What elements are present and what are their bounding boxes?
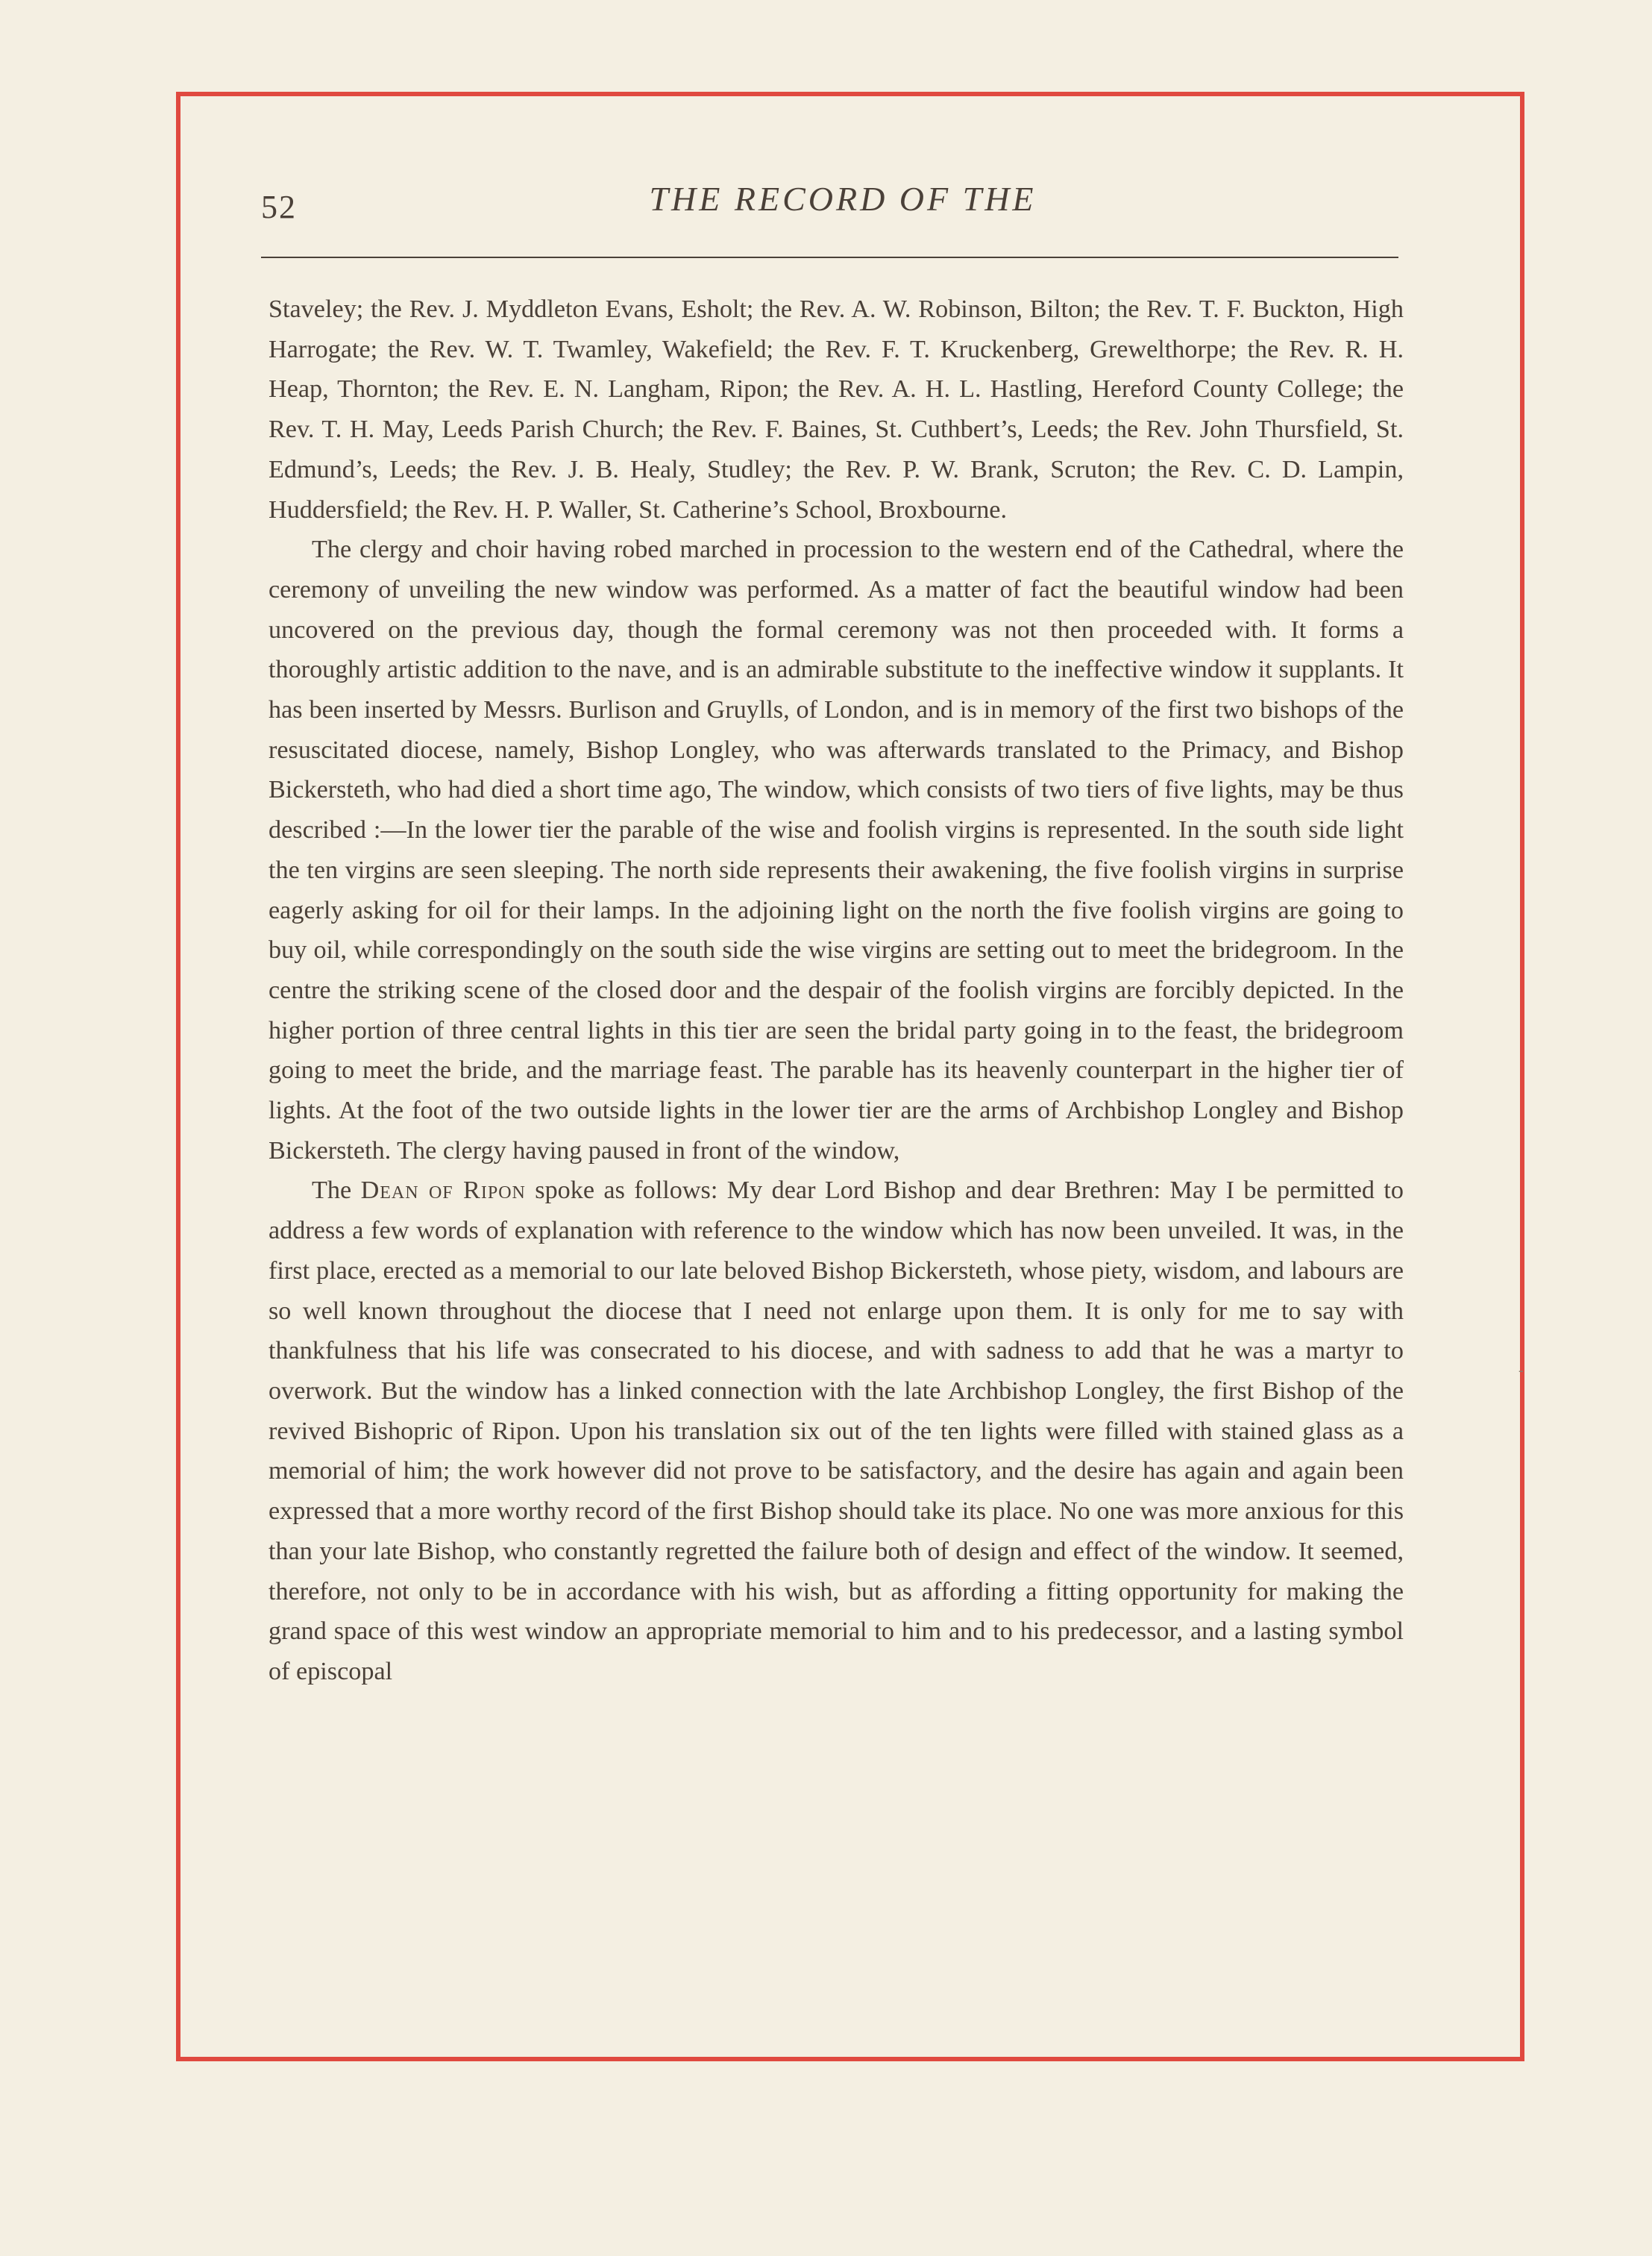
- running-title: THE RECORD OF THE: [649, 180, 1037, 218]
- body-text: [268, 289, 1404, 1692]
- paragraph-dean-speech: [268, 1171, 1404, 1691]
- margin-mark: -: [1518, 1362, 1524, 1379]
- speaker-name: Dean of Ripon: [360, 1176, 526, 1205]
- speech-text: spoke as follows: My dear Lord Bishop and dear Brethren: May I be permitted to address a few words of explanation with reference to the window which has now been unveiled. It was, in the first place, erected as a memorial to our late beloved Bishop Bickersteth, whose piety, wisdom, and labours are so well known throughout the diocese that I need not enlarge upon them. It is only for me to say with thankfulness that his life was consecrated to his diocese, and with sadness to add that he was a martyr to overwork. But the window has a linked connection with the late Archbishop Longley, the first Bishop of the revived Bishopric of Ripon. Upon his translation six out of the ten lights were filled with stained glass as a memorial of him; the work however did not prove to be satisfactory, and the desire has again and again been expressed that a more worthy record of the first Bishop should take its place. No one was more anxious for this than your late Bishop, who constantly regretted the failure both of design and effect of the window. It seemed, therefore, not only to be in accordance with his wish, but as affording a fitting opportunity for making the grand space of this west window an appropriate memorial to him and to his predecessor, and a lasting symbol of episcopal: [268, 1176, 1404, 1685]
- page-number: 52: [261, 189, 297, 225]
- header-rule: [261, 257, 1398, 258]
- paragraph-clergy-list: Staveley; the Rev. J. Myddleton Evans, Esholt; the Rev. A. W. Robinson, Bilton; the Rev. T. F. Buckton, High Harrogate; the Rev. W. T. Twamley, Wakefield; the Rev. F. T. Kruckenberg, Grewelthorpe; the Rev. R. H. Heap, Thornton; the Rev. E. N. Langham, Ripon; the Rev. A. H. L. Hastling, Hereford County College; the Rev. T. H. May, Leeds Parish Church; the Rev. F. Baines, St. Cuthbert’s, Leeds; the Rev. John Thursfield, St. Edmund’s, Leeds; the Rev. J. B. Healy, Studley; the Rev. P. W. Brank, Scruton; the Rev. C. D. Lampin, Huddersfield; the Rev. H. P. Waller, St. Catherine’s School, Broxbourne.: [268, 295, 1404, 524]
- paragraph-window-description: The clergy and choir having robed marched in procession to the western end of the Cathedral, where the ceremony of unveiling the new window was performed. As a matter of fact the beautiful window had been uncovered on the previous day, though the formal ceremony was not then proceeded with. It forms a thoroughly artistic addition to the nave, and is an admirable substitute to the ineffective window it supplants. It has been inserted by Messrs. Burlison and Gruylls, of London, and is in memory of the first two bishops of the resuscitated diocese, namely, Bishop Longley, who was afterwards translated to the Primacy, and Bishop Bickersteth, who had died a short time ago, The window, which consists of two tiers of five lights, may be thus described :—In the lower tier the parable of the wise and foolish virgins is represented. In the south side light the ten virgins are seen sleeping. The north side represents their awakening, the five foolish virgins in surprise eagerly asking for oil for their lamps. In the adjoining light on the north the five foolish virgins are going to buy oil, while correspondingly on the south side the wise virgins are setting out to meet the bridegroom. In the centre the striking scene of the closed door and the despair of the foolish virgins are forcibly depicted. In the higher portion of three central lights in this tier are seen the bridal party going in to the feast, the bridegroom going to meet the bride, and the marriage feast. The parable has its heavenly counterpart in the higher tier of lights. At the foot of the two outside lights in the lower tier are the arms of Archbishop Longley and Bishop Bickersteth. The clergy having paused in front of the window,: [268, 536, 1404, 1165]
- paragraph-prefix: The: [312, 1176, 352, 1205]
